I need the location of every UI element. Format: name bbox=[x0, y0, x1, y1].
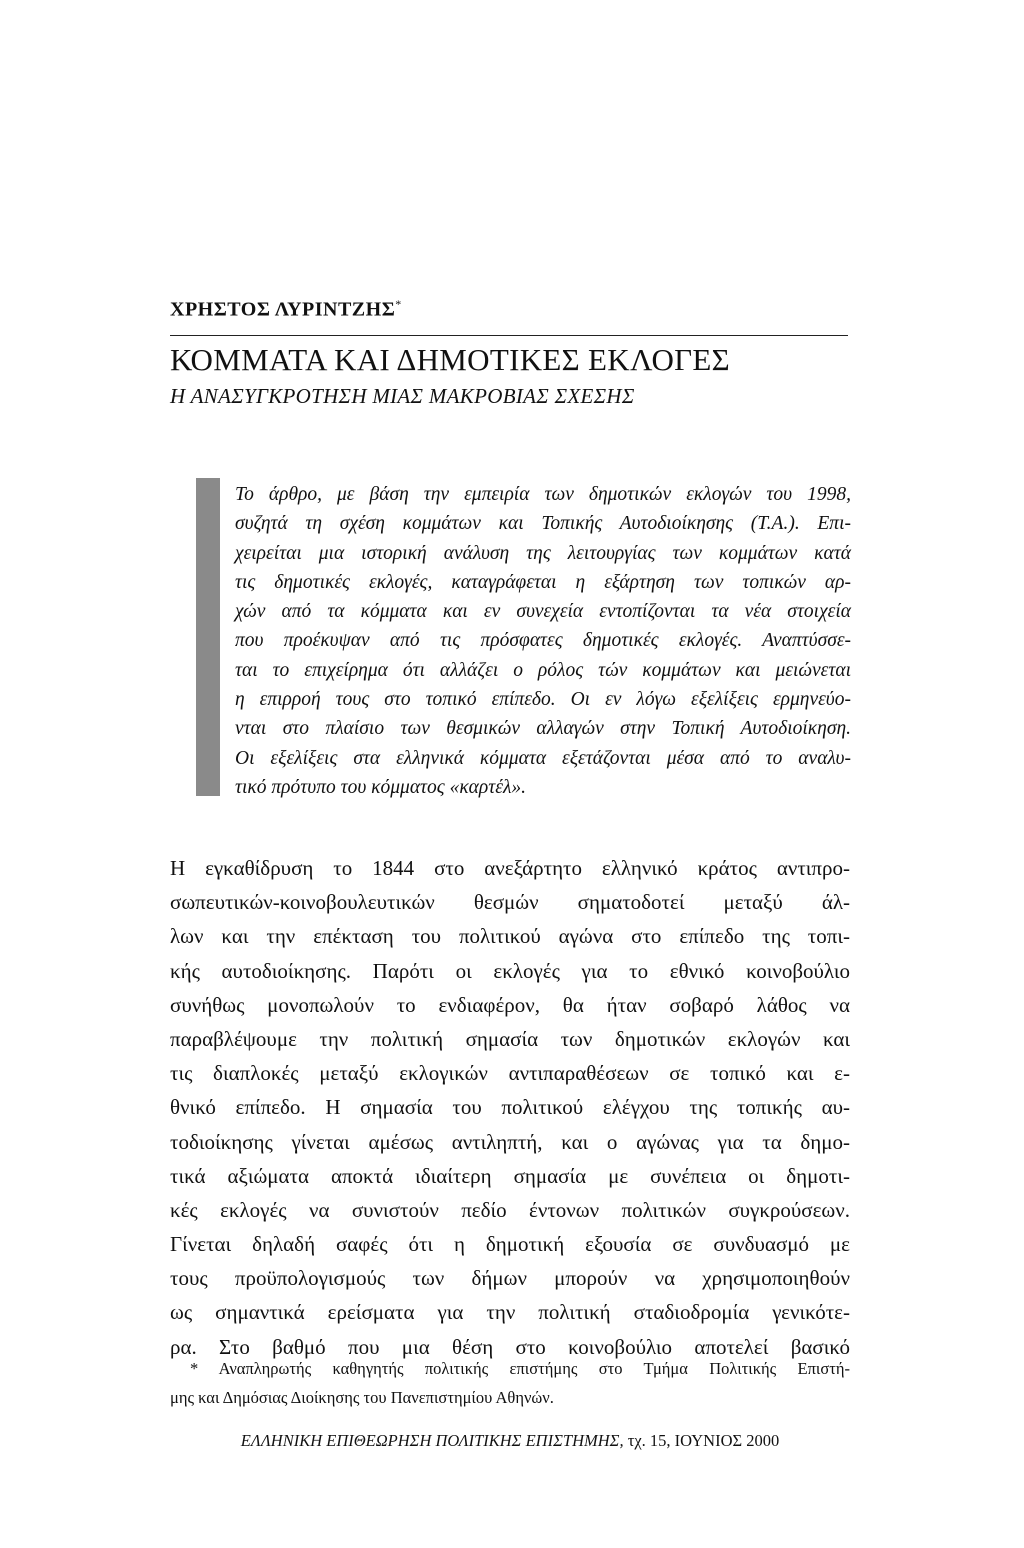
body-line: τους προϋπολογισμούς των δήμων μπορούν να χρησιμοποιηθούν bbox=[170, 1266, 850, 1291]
body-line: λων και την επέκταση του πολιτικού αγώνα στο επίπεδο της τοπι- bbox=[170, 924, 850, 949]
body-line: Η εγκαθίδρυση το 1844 στο ανεξάρτητο ελληνικό κράτος αντιπρο- bbox=[170, 856, 850, 880]
body-line: ως σημαντικά ερείσματα για την πολιτική σταδιοδρομία γενικότε- bbox=[170, 1300, 850, 1325]
title-rule bbox=[170, 335, 848, 336]
author-footnote-mark: * bbox=[395, 297, 402, 311]
abstract-line: η επιρροή τους στο τοπικό επίπεδο. Οι εν λόγω εξελίξεις ερμηνεύο- bbox=[235, 689, 851, 711]
journal-name: ΕΛΛΗΝΙΚΗ ΕΠΙΘΕΩΡΗΣΗ ΠΟΛΙΤΙΚΗΣ ΕΠΙΣΤΗΜΗΣ, bbox=[240, 1431, 624, 1450]
abstract-line: νται στο πλαίσιο των θεσμικών αλλαγών στην Τοπική Αυτοδιοίκηση. bbox=[235, 718, 851, 740]
journal-citation bbox=[170, 1431, 850, 1451]
abstract-line: Το άρθρο, με βάση την εμπειρία των δημοτικών εκλογών του 1998, bbox=[235, 484, 851, 505]
abstract-line: συζητά τη σχέση κομμάτων και Τοπικής Αυτοδιοίκησης (Τ.Α.). Επι- bbox=[235, 513, 851, 535]
article-subtitle: Η ΑΝΑΣΥΓΚΡΟΤΗΣΗ ΜΙΑΣ ΜΑΚΡΟΒΙΑΣ ΣΧΕΣΗΣ bbox=[170, 384, 635, 408]
abstract-line: που προέκυψαν από τις πρόσφατες δημοτικές εκλογές. Αναπτύσσε- bbox=[235, 630, 851, 652]
body-line: τοδιοίκησης γίνεται αμέσως αντιληπτή, και ο αγώνας για τα δημο- bbox=[170, 1129, 850, 1154]
body-line: κές εκλογές να συνιστούν πεδίο έντονων πολιτικών συγκρούσεων. bbox=[170, 1197, 850, 1222]
author-name-text: ΧΡΗΣΤΟΣ ΛΥΡΙΝΤΖΗΣ bbox=[170, 298, 396, 321]
abstract-line: χών από τα κόμματα και εν συνεχεία εντοπίζονται τα νέα στοιχεία bbox=[235, 601, 851, 623]
abstract-line: Οι εξελίξεις στα ελληνικά κόμματα εξετάζονται μέσα από το αναλυ- bbox=[235, 747, 851, 769]
body-line: σωπευτικών-κοινοβουλευτικών θεσμών σηματοδοτεί μεταξύ άλ- bbox=[170, 890, 850, 915]
body-text bbox=[170, 851, 850, 1364]
body-line: κής αυτοδιοίκησης. Παρότι οι εκλογές για το εθνικό κοινοβούλιο bbox=[170, 958, 850, 983]
journal-issue: τχ. 15, ΙΟΥΝΙΟΣ 2000 bbox=[623, 1431, 780, 1450]
abstract-line: ται το επιχείρημα ότι αλλάζει ο ρόλος τών κομμάτων και μειώνεται bbox=[235, 659, 851, 681]
abstract-line: τικό πρότυπο του κόμματος «καρτέλ». bbox=[235, 776, 527, 798]
footnote bbox=[170, 1354, 850, 1412]
body-line: θνικό επίπεδο. Η σημασία του πολιτικού ελέγχου της τοπικής αυ- bbox=[170, 1095, 850, 1120]
body-line: παραβλέψουμε την πολιτική σημασία των δημοτικών εκλογών και bbox=[170, 1026, 850, 1051]
abstract-line: τις δημοτικές εκλογές, καταγράφεται η εξάρτηση των τοπικών αρ- bbox=[235, 571, 851, 593]
body-line: Γίνεται δηλαδή σαφές ότι η δημοτική εξουσία σε συνδυασμό με bbox=[170, 1232, 850, 1257]
footnote-line: μης και Δημόσιας Διοίκησης του Πανεπιστημίου Αθηνών. bbox=[170, 1388, 554, 1407]
abstract bbox=[235, 480, 851, 802]
body-line: τις διαπλοκές μεταξύ εκλογικών αντιπαραθέσεων σε τοπικό και ε- bbox=[170, 1061, 850, 1086]
footnote-line: * Αναπληρωτής καθηγητής πολιτικής επιστήμης στο Τμήμα Πολιτικής Επιστή- bbox=[190, 1359, 850, 1378]
article-title: ΚΟΜΜΑΤΑ ΚΑΙ ΔΗΜΟΤΙΚΕΣ ΕΚΛΟΓΕΣ bbox=[170, 342, 730, 377]
abstract-sidebar-bar bbox=[196, 478, 220, 796]
body-line: τικά αξιώματα αποκτά ιδιαίτερη σημασία με συνέπεια οι δημοτι- bbox=[170, 1163, 850, 1188]
body-line: ρα. Στο βαθμό που μια θέση στο κοινοβούλιο αποτελεί βασικό bbox=[170, 1334, 850, 1359]
author-name bbox=[170, 297, 402, 322]
abstract-line: χειρείται μια ιστορική ανάλυση της λειτουργίας των κομμάτων κατά bbox=[235, 542, 851, 564]
body-line: συνήθως μονοπωλούν το ενδιαφέρον, θα ήταν σοβαρό λάθος να bbox=[170, 992, 850, 1017]
